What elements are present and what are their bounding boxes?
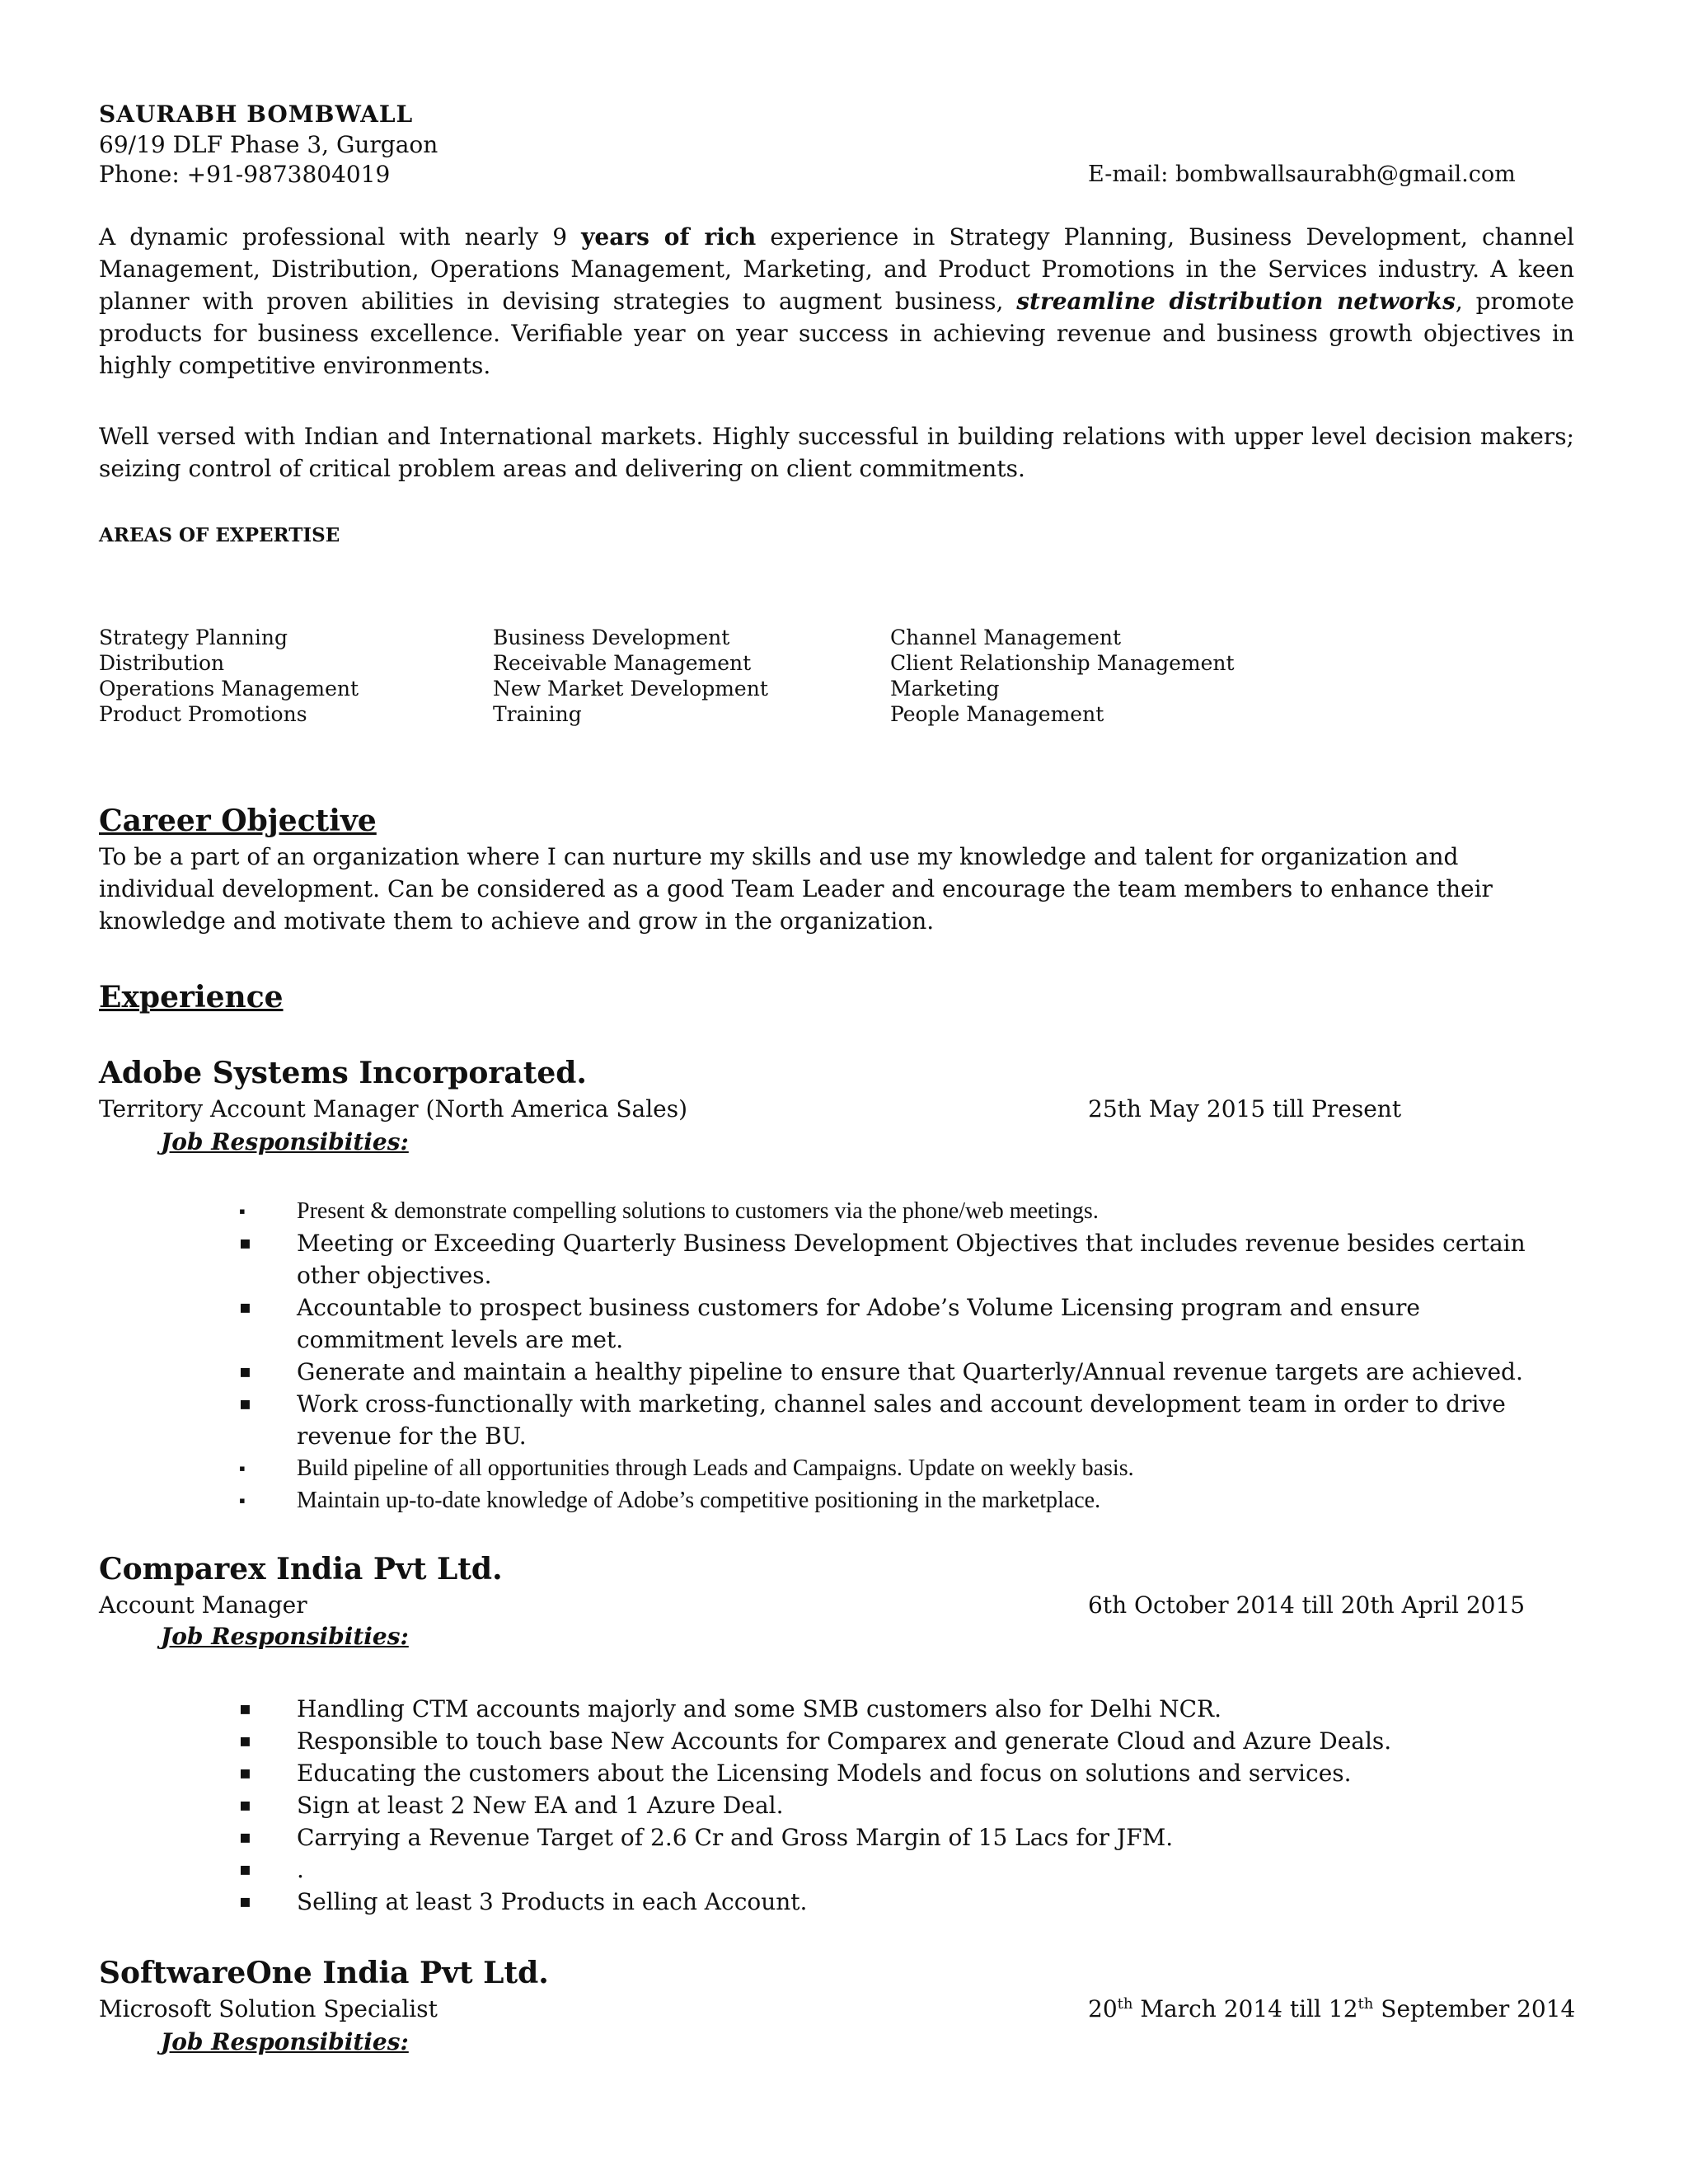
job-role: Account Manager — [99, 1591, 307, 1619]
date-text: September 2014 — [1373, 1995, 1576, 2022]
list-item: ▪ Handling CTM accounts majorly and some SMB customers also for Delhi NCR. — [239, 1693, 1574, 1725]
list-item: ▪ Accountable to prospect business customers for Adobe’s Volume Licensing program and ensure commitment levels are met. — [239, 1291, 1574, 1356]
email: E-mail: bombwallsaurabh@gmail.com — [1088, 162, 1516, 187]
summary-paragraph-2: Well versed with Indian and International markets. Highly successful in building relations with upper level decision makers; seizing control of critical problem areas and delivering on client commitments. — [99, 423, 1574, 482]
list-item: ▪ Present & demonstrate compelling solutions to customers via the phone/web meetings. — [239, 1195, 1574, 1227]
list-item: ▪ Educating the customers about the Licensing Models and focus on solutions and services. — [239, 1757, 1574, 1789]
list-item: ▪ Work cross-functionally with marketing, channel sales and account development team in order to drive revenue for the BU. — [239, 1388, 1574, 1452]
expertise-item: Product Promotions — [99, 702, 307, 726]
company-name: Comparex India Pvt Ltd. — [99, 1552, 503, 1586]
expertise-item: People Management — [890, 702, 1104, 726]
expertise-item: Channel Management — [890, 626, 1122, 649]
job-dates — [1088, 1994, 1575, 2024]
date-text: 20 — [1088, 1995, 1118, 2022]
address: 69/19 DLF Phase 3, Gurgaon — [99, 131, 438, 158]
career-objective-title: Career Objective — [99, 804, 377, 838]
expertise-heading: AREAS OF EXPERTISE — [99, 524, 340, 546]
list-item: ▪ Responsible to touch base New Accounts for Comparex and generate Cloud and Azure Deals. — [239, 1725, 1574, 1757]
summary-bold: years of rich — [581, 223, 757, 251]
expertise-item: Distribution — [99, 651, 225, 675]
list-item: ▪ Carrying a Revenue Target of 2.6 Cr and Gross Margin of 15 Lacs for JFM. — [239, 1821, 1574, 1854]
list-item: ▪ Selling at least 3 Products in each Account. — [239, 1886, 1574, 1918]
expertise-column-2 — [493, 625, 768, 727]
job-responsibilities-list — [239, 1693, 1574, 1918]
list-item: ▪ Meeting or Exceeding Quarterly Business Development Objectives that includes revenue besides certain other objectives. — [239, 1227, 1574, 1291]
list-item: ▪ Maintain up-to-date knowledge of Adobe’s competitive positioning in the marketplace. — [239, 1484, 1574, 1516]
expertise-item: Receivable Management — [493, 651, 752, 675]
experience-title: Experience — [99, 980, 284, 1015]
expertise-item: Operations Management — [99, 677, 359, 701]
summary-text: A dynamic professional with nearly 9 — [99, 223, 582, 251]
expertise-item: Client Relationship Management — [890, 651, 1235, 675]
expertise-item: Training — [493, 702, 582, 726]
job-responsibilities-label: Job Responsibities: — [161, 1623, 409, 1650]
list-item: ▪ Generate and maintain a healthy pipeline to ensure that Quarterly/Annual revenue targets are achieved. — [239, 1356, 1574, 1388]
date-text: March 2014 till 12 — [1132, 1995, 1358, 2022]
expertise-item: Strategy Planning — [99, 626, 288, 649]
summary-text: experience in Strategy Planning, Business Development, channel Management, Distribution, Operations Management, Marketing, and Product Promotions in the Services industry. A keen planner with proven abilities in devising strategies to augment business, — [99, 223, 1574, 315]
expertise-column-1 — [99, 625, 359, 727]
job-responsibilities-label: Job Responsibities: — [161, 1128, 409, 1155]
expertise-item: New Market Development — [493, 677, 768, 701]
company-name: Adobe Systems Incorporated. — [99, 1056, 587, 1090]
expertise-item: Business Development — [493, 626, 730, 649]
expertise-column-3 — [890, 625, 1235, 727]
summary-text: , promote products for business excellence. Verifiable year on year success in achieving revenue and business growth objectives in highly competitive environments. — [99, 288, 1574, 379]
summary-paragraph-1 — [99, 221, 1574, 382]
job-role: Territory Account Manager (North America Sales) — [99, 1095, 688, 1122]
date-suffix: th — [1117, 1995, 1133, 2013]
list-item: ▪ Sign at least 2 New EA and 1 Azure Deal. — [239, 1789, 1574, 1821]
job-responsibilities-list — [239, 1195, 1574, 1516]
date-suffix: th — [1357, 1995, 1374, 2013]
job-dates: 25th May 2015 till Present — [1088, 1095, 1402, 1122]
career-objective-text: To be a part of an organization where I can nurture my skills and use my knowledge and talent for organization and individual development. Can be considered as a good Team Leader and encourage the team members to enhance their knowledge and motivate them to achieve and grow in the organization. — [99, 843, 1493, 935]
list-item: ▪ . — [239, 1854, 1574, 1886]
summary-bold-italic: streamline distribution networks — [1016, 288, 1456, 315]
company-name: SoftwareOne India Pvt Ltd. — [99, 1956, 549, 1990]
expertise-item: Marketing — [890, 677, 1000, 701]
candidate-name: SAURABH BOMBWALL — [99, 101, 414, 128]
phone: Phone: +91-9873804019 — [99, 161, 391, 188]
job-responsibilities-label: Job Responsibities: — [161, 2028, 409, 2055]
job-role: Microsoft Solution Specialist — [99, 1995, 438, 2022]
job-dates: 6th October 2014 till 20th April 2015 — [1088, 1591, 1526, 1619]
list-item: ▪ Build pipeline of all opportunities through Leads and Campaigns. Update on weekly basis. — [239, 1452, 1574, 1484]
